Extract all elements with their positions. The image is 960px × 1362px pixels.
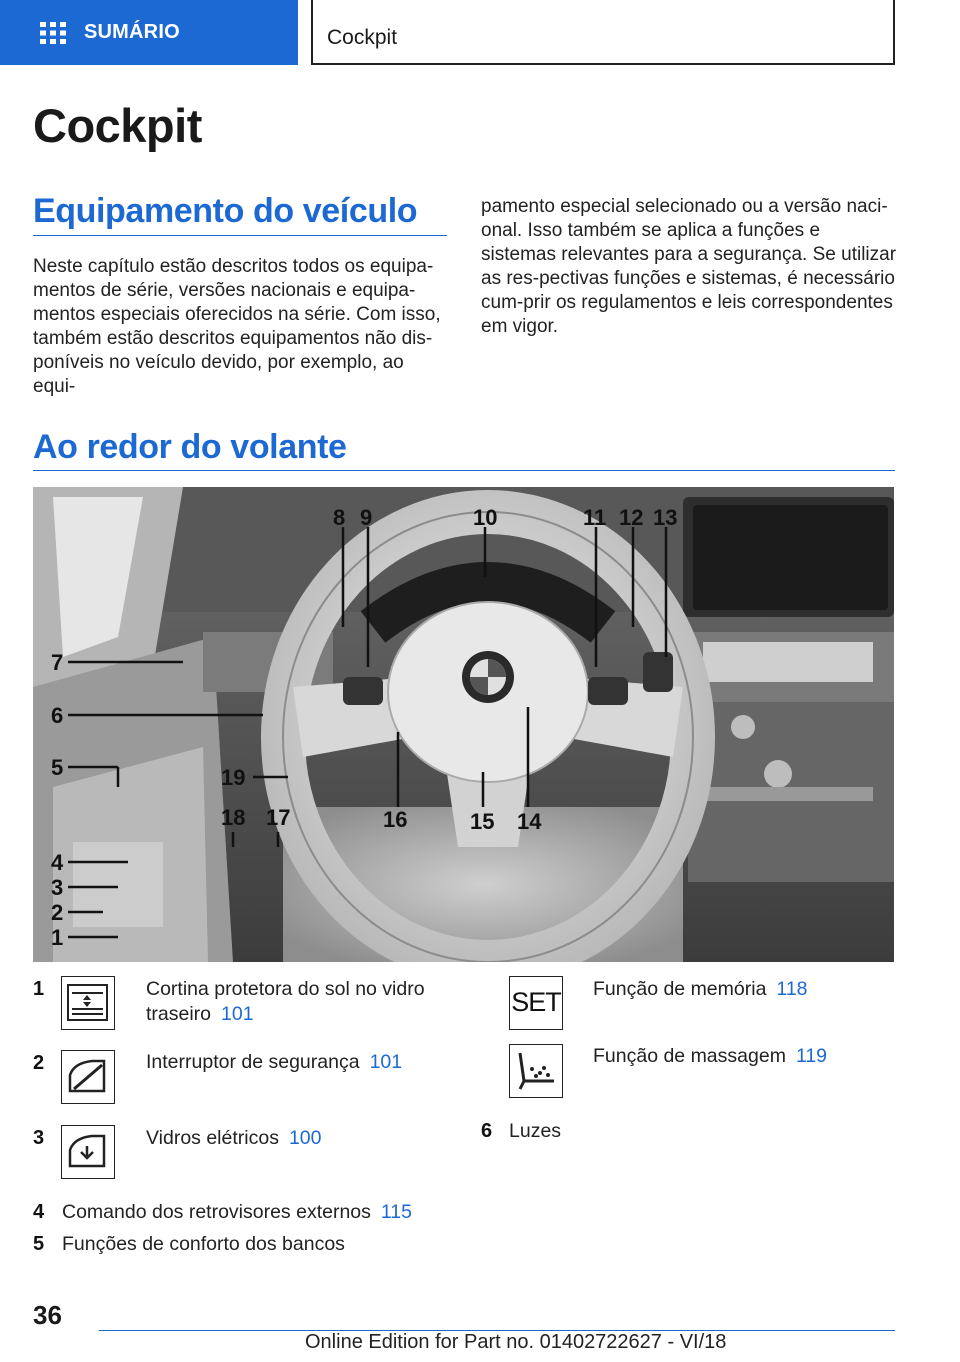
legend-number: 5 xyxy=(33,1233,45,1255)
page-link[interactable]: 101 xyxy=(221,1003,254,1025)
callout-number: 3 xyxy=(51,875,64,900)
breadcrumb: Cockpit xyxy=(311,0,895,65)
page-title: Cockpit xyxy=(33,99,202,152)
legend-number: 3 xyxy=(33,1127,45,1149)
callout-number: 7 xyxy=(51,650,64,675)
legend-number: 4 xyxy=(33,1201,45,1223)
grid-icon xyxy=(40,22,66,44)
callout-number: 1 xyxy=(51,925,64,950)
callout-number: 14 xyxy=(517,809,542,834)
page-link[interactable]: 115 xyxy=(380,1201,412,1223)
page-link[interactable]: 100 xyxy=(288,1127,322,1149)
callout-number: 8 xyxy=(333,505,346,530)
paragraph-right: pamento especial selecionado ou a versão naci-onal. Isso também se aplica a funções e sistemas relevantes para a segurança. Se utilizar as res-pectivas funções e sistemas, é necessário cum-prir os regulamentos e leis correspondentes em vigor. xyxy=(481,196,897,337)
legend-item-1 xyxy=(146,977,436,1027)
callout-number: 4 xyxy=(51,850,64,875)
page-number: 36 xyxy=(33,1300,62,1330)
callout-number: 17 xyxy=(266,805,291,830)
callout-number: 15 xyxy=(470,809,495,834)
set-icon-label: SET xyxy=(511,987,561,1017)
callout-number: 6 xyxy=(51,703,64,728)
power-window-icon xyxy=(61,1125,115,1179)
legend-text: Vidros elétricos xyxy=(146,1127,279,1149)
page-link[interactable]: 118 xyxy=(776,978,808,1000)
callout-number: 11 xyxy=(583,505,607,530)
legend-text: Função de memória xyxy=(593,978,767,1000)
legend-number: 6 xyxy=(481,1120,493,1142)
toc-button[interactable] xyxy=(0,0,298,65)
page-link[interactable]: 119 xyxy=(795,1045,828,1067)
child-lock-icon xyxy=(61,1050,115,1104)
legend-item-4 xyxy=(62,1200,412,1225)
callout-number: 5 xyxy=(51,755,64,780)
legend-text: Função de massagem xyxy=(593,1045,786,1067)
paragraph-left: Neste capítulo estão descritos todos os equipa-mentos de série, versões nacionais e equipa-mentos especiais oferecidos na série. Com isso, também estão descritos equipamentos não dis-poníveis no veículo devido, por exemplo, ao equi- xyxy=(33,256,441,397)
legend-text: Comando dos retrovisores externos xyxy=(62,1201,371,1223)
section-heading-equipment: Equipamento do veículo xyxy=(33,192,418,230)
footer-edition: Online Edition for Part no. 01402722627 - VI/18 xyxy=(305,1331,727,1353)
memory-set-icon xyxy=(509,976,563,1030)
callout-number: 12 xyxy=(619,505,644,530)
toc-label: SUMÁRIO xyxy=(84,21,180,43)
section-heading-steering: Ao redor do volante xyxy=(33,428,347,466)
legend-item-3 xyxy=(146,1126,322,1151)
cockpit-photo xyxy=(33,487,894,962)
legend-number: 2 xyxy=(33,1052,45,1074)
legend-item-2 xyxy=(146,1050,402,1075)
heading-rule xyxy=(33,235,447,236)
callout-number: 10 xyxy=(473,505,498,530)
sunblind-icon xyxy=(61,976,115,1030)
heading-rule xyxy=(33,470,895,471)
callout-number: 9 xyxy=(360,505,373,530)
legend-text: Cortina protetora do sol no vidro traseiro xyxy=(146,978,425,1025)
callout-number: 16 xyxy=(383,807,408,832)
page-link[interactable]: 101 xyxy=(369,1051,403,1073)
callout-number: 19 xyxy=(221,765,246,790)
massage-icon xyxy=(509,1044,563,1098)
legend-item-5: Funções de conforto dos bancos xyxy=(62,1233,345,1255)
callout-number: 18 xyxy=(221,805,246,830)
legend-text: Interruptor de segurança xyxy=(146,1051,360,1073)
callout-number: 2 xyxy=(51,900,64,925)
legend-item-5a xyxy=(593,977,808,1002)
legend-item-6: Luzes xyxy=(509,1120,562,1142)
legend-item-5b xyxy=(593,1044,827,1069)
callout-number: 13 xyxy=(653,505,678,530)
legend-number: 1 xyxy=(33,978,45,1000)
